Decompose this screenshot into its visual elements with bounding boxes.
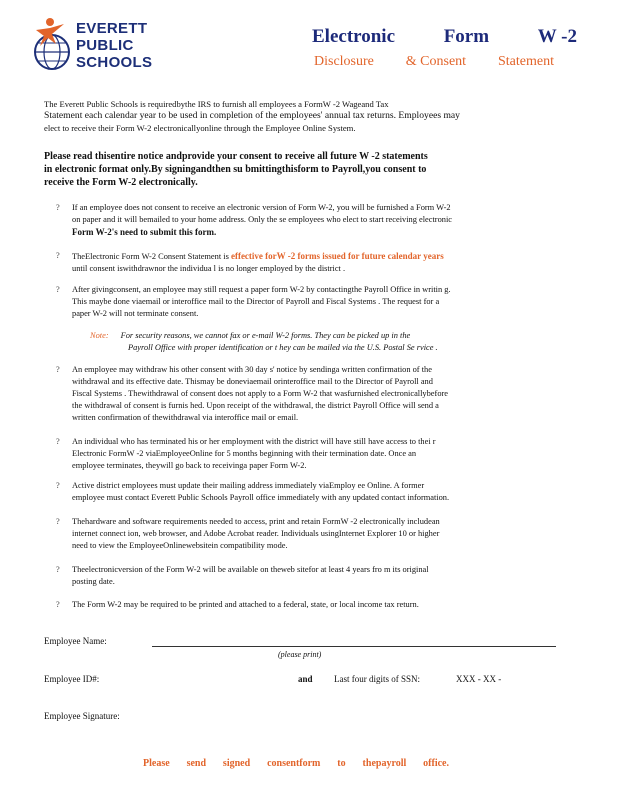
ssn-mask: XXX - XX - [456, 674, 502, 684]
item-5-line-3: employee terminates, theywill go back to receivinga paper Form W-2. [72, 461, 307, 470]
print-hint: (please print) [278, 650, 322, 659]
intro-line-2: Statement each calendar year to be used in completion of the employees' annual tax returns. Employees may [44, 110, 460, 121]
logo-line-3: SCHOOLS [76, 54, 153, 71]
item-8-line-1: Theelectronicversion of the Form W-2 will be available on theweb sitefor at least 4 years fro m its original [72, 565, 429, 574]
page-title [312, 26, 577, 48]
logo-line-1: EVERETT [76, 20, 148, 37]
item-6-line-1: Active district employees must update their mailing address immediately viaEmploy ee Online. A former [72, 481, 425, 490]
district-logo [30, 14, 170, 80]
item-1-line-1: If an employee does not consent to receive an electronic version of Form W-2, you will be furnished a Form W-2 [72, 203, 451, 212]
title-word-1: Electronic [312, 26, 396, 47]
item-3-line-2: This maybe done viaemail or interoffice mail to the Director of Payroll and Fiscal Systems . The request for a [72, 297, 440, 306]
page-subtitle [314, 54, 554, 70]
subtitle-word-3: Statement [497, 54, 554, 69]
footer-word: consentform [267, 758, 321, 769]
employee-name-label: Employee Name: [44, 636, 107, 646]
bullet-glyph: ? [56, 517, 60, 526]
footer-word: thepayroll [362, 758, 407, 769]
item-2-pre: TheElectronic Form W-2 Consent Statement is [72, 252, 231, 261]
consent-line-1: Please read thisentire notice andprovide your consent to receive all future W -2 statements [44, 151, 428, 162]
bullet-glyph: ? [56, 285, 60, 294]
footer-word: to [337, 758, 346, 769]
item-3-line-3: paper W-2 will not terminate consent. [72, 309, 199, 318]
subtitle-word-1: Disclosure [314, 54, 374, 69]
item-4-line-1: An employee may withdraw his other consent with 30 day s' notice by sendinga written confirmation of the [72, 365, 432, 374]
intro-line-1: The Everett Public Schools is requiredbythe IRS to furnish all employees a FormW -2 Wageand Tax [44, 99, 389, 109]
title-word-3: W -2 [537, 26, 577, 47]
bullet-glyph: ? [56, 251, 60, 260]
employee-id-label: Employee ID#: [44, 674, 100, 684]
item-7-line-2: internet connect ion, web browser, and Adobe Acrobat reader. Individuals usingInternet Explorer 10 or higher [72, 529, 440, 538]
item-2-line-2: until consent iswithdrawnor the individua l is no longer employed by the district . [72, 264, 346, 273]
item-1-line-3: Form W-2's need to submit this form. [72, 227, 217, 237]
bullet-glyph: ? [56, 365, 60, 374]
item-3-line-1: After givingconsent, an employee may still request a paper form W-2 by contactingthe Payroll Office in writin g. [72, 285, 451, 294]
logo-line-2: PUBLIC [76, 37, 134, 54]
item-1-line-2: on paper and it will bemailed to your home address. Only the se employees who elect to start receiving electronic [72, 215, 453, 224]
employee-name-field[interactable] [152, 646, 556, 647]
item-4-line-3: Fiscal Systems . Thewithdrawal of consent does not apply to a Form W-2 that wasfurnished electronicallybefore [72, 389, 449, 398]
footer-word: signed [222, 758, 251, 769]
item-4-line-4: the withdrawal of consent is furnis hed. Upon receipt of the withdrawal, the district Payroll Office will send a [72, 401, 439, 410]
note-line-1: For security reasons, we cannot fax or e-mail W-2 forms. They can be picked up in the [120, 331, 411, 340]
item-4-line-2: withdrawal and its effective date. Thismay be doneviaemail orinteroffice mail to the Director of Payroll and [72, 377, 433, 386]
bullet-glyph: ? [56, 600, 60, 609]
item-7-line-3: need to view the EmployeeOnlinewebsitein compatibility mode. [72, 541, 288, 550]
footer-word: send [186, 758, 207, 769]
consent-line-3: receive the Form W-2 electronically. [44, 177, 198, 188]
employee-signature-label: Employee Signature: [44, 711, 120, 721]
intro-paragraph [44, 98, 572, 134]
bullet-glyph: ? [56, 481, 60, 490]
title-word-2: Form [443, 26, 490, 47]
bullet-glyph: ? [56, 203, 60, 212]
note-label: Note: [90, 331, 109, 340]
footer-word: Please [143, 758, 170, 769]
globe-person-icon [30, 14, 78, 76]
item-5-line-2: Electronic FormW -2 viaEmployeeOnline for 5 months beginning with their termination date. Once an [72, 449, 417, 458]
security-note [90, 330, 540, 354]
and-label: and [298, 674, 313, 684]
item-6-line-2: employee must contact Everett Public Schools Payroll office immediately with any updated contact information. [72, 493, 450, 502]
item-9-line-1: The Form W-2 may be required to be printed and attached to a federal, state, or local income tax return. [72, 600, 419, 609]
item-5-line-1: An individual who has terminated his or her employment with the district will have still have access to thei r [72, 437, 436, 446]
item-8-line-2: posting date. [72, 577, 115, 586]
item-4-line-5: written confirmation of thewithdrawal via interoffice mail or email. [72, 413, 299, 422]
consent-request [44, 150, 572, 189]
bullet-glyph: ? [56, 437, 60, 446]
consent-line-2: in electronic format only.By signingandthen su bmittingthisform to Payroll,you consent to [44, 164, 427, 175]
item-7-line-1: Thehardware and software requirements needed to access, print and retain FormW -2 electronically includean [72, 517, 440, 526]
intro-line-3: elect to receive their Form W-2 electronicallyonline through the Employee Online System. [44, 123, 356, 133]
item-2-highlight: effective forW -2 forms issued for future calendar years [230, 251, 444, 261]
footer-word: office. [423, 758, 449, 769]
footer-instruction [143, 758, 449, 769]
subtitle-word-2: & Consent [405, 54, 467, 69]
ssn-label: Last four digits of SSN: [334, 674, 421, 684]
bullet-glyph: ? [56, 565, 60, 574]
note-line-2: Payroll Office with proper identification or t hey can be mailed via the U.S. Postal Se rvice . [128, 343, 438, 352]
